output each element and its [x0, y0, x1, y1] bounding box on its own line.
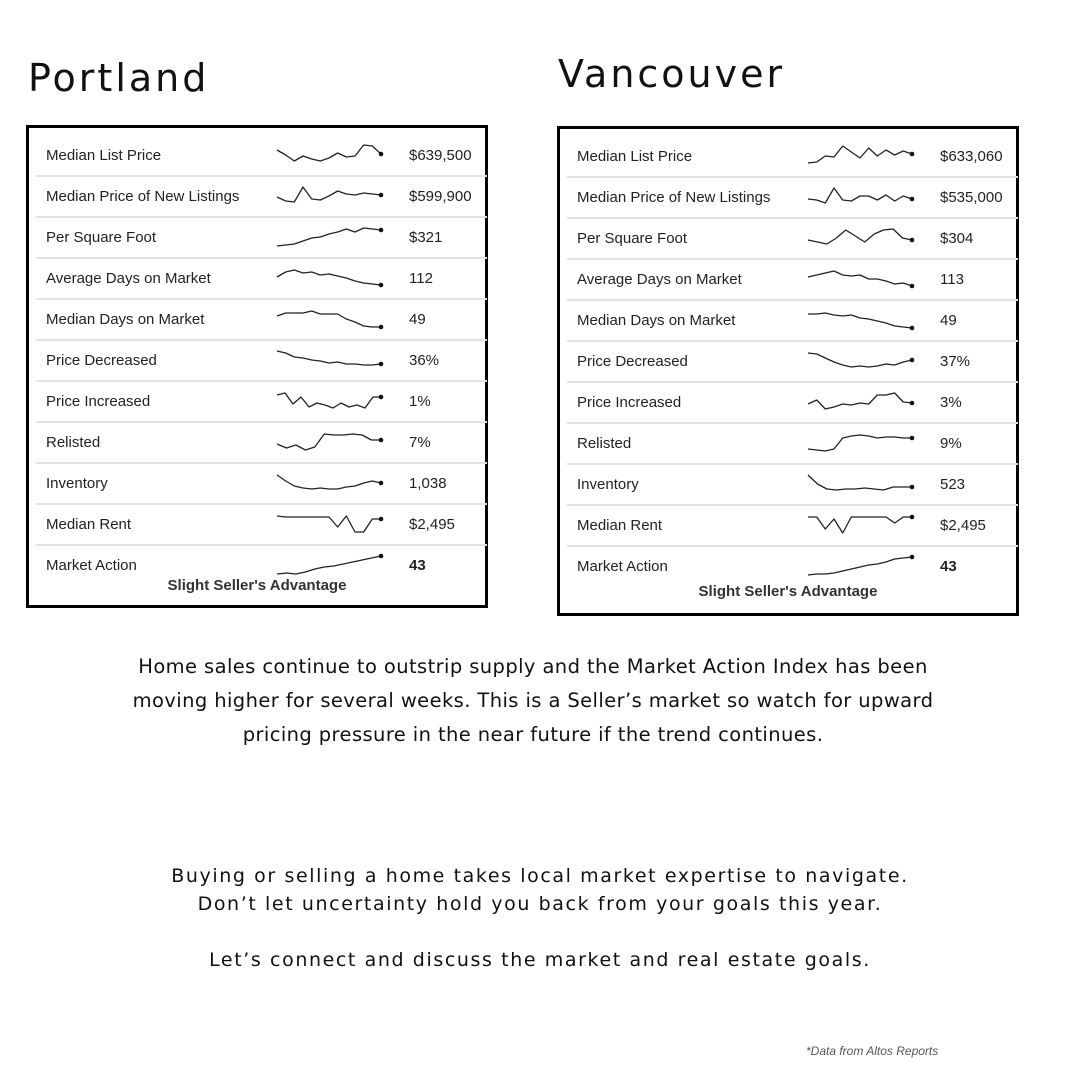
- metric-label: Median Rent: [46, 516, 132, 533]
- sparkline-line: [277, 393, 381, 408]
- trend-sparkline: [806, 512, 918, 538]
- metric-value: 43: [940, 558, 957, 575]
- trend-sparkline: [275, 388, 387, 414]
- metric-value: 49: [940, 312, 957, 329]
- metric-label: Median Price of New Listings: [577, 189, 771, 206]
- metric-value: $2,495: [409, 516, 455, 533]
- sparkline-endpoint: [379, 283, 384, 288]
- metric-row: [567, 465, 1018, 506]
- metric-label: Median Days on Market: [46, 311, 205, 328]
- sparkline-endpoint: [379, 228, 384, 233]
- metric-label: Median List Price: [577, 148, 693, 165]
- sparkline-line: [808, 271, 912, 286]
- portland-title: Portland: [28, 56, 210, 100]
- sparkline-endpoint: [379, 517, 384, 522]
- metric-row: [567, 506, 1018, 547]
- sparkline-endpoint: [910, 284, 915, 289]
- trend-sparkline: [275, 142, 387, 168]
- metric-label: Relisted: [46, 434, 101, 451]
- metric-row: [567, 219, 1018, 260]
- sparkline-endpoint: [910, 238, 915, 243]
- sparkline-line: [808, 557, 912, 575]
- metric-label: Market Action: [577, 558, 668, 575]
- trend-sparkline: [806, 266, 918, 292]
- metric-value: 9%: [940, 435, 962, 452]
- trend-sparkline: [806, 143, 918, 169]
- metric-label: Median Price of New Listings: [46, 188, 240, 205]
- metric-row: [36, 259, 487, 300]
- metric-row: [567, 301, 1018, 342]
- sparkline-line: [277, 434, 381, 450]
- trend-sparkline: [275, 306, 387, 332]
- metric-row: [36, 423, 487, 464]
- sparkline-line: [277, 187, 381, 202]
- sparkline-line: [277, 516, 381, 532]
- metric-label: Per Square Foot: [577, 230, 688, 247]
- metric-label: Inventory: [577, 476, 639, 493]
- sparkline-endpoint: [379, 193, 384, 198]
- trend-sparkline: [275, 470, 387, 496]
- metric-value: $2,495: [940, 517, 986, 534]
- summary-line: Home sales continue to outstrip supply and the Market Action Index has been: [138, 655, 928, 678]
- data-source-footnote: *Data from Altos Reports: [806, 1044, 939, 1058]
- sparkline-endpoint: [910, 197, 915, 202]
- metric-value: 37%: [940, 353, 971, 370]
- summary-line: pricing pressure in the near future if the trend continues.: [242, 723, 824, 746]
- metric-row: [567, 383, 1018, 424]
- sparkline-line: [277, 556, 381, 574]
- sparkline-line: [808, 475, 912, 490]
- metric-label: Median Days on Market: [577, 312, 736, 329]
- vancouver-title: Vancouver: [558, 52, 786, 96]
- metric-row: [36, 218, 487, 259]
- expertise-line: Buying or selling a home takes local market expertise to navigate.: [171, 865, 909, 887]
- sparkline-endpoint: [379, 362, 384, 367]
- sparkline-line: [277, 270, 381, 285]
- metric-value: $633,060: [940, 148, 1003, 165]
- vancouver-market-verdict: Slight Seller's Advantage: [698, 583, 878, 600]
- sparkline-endpoint: [379, 481, 384, 486]
- metric-label: Median Rent: [577, 517, 663, 534]
- trend-sparkline: [806, 430, 918, 456]
- metric-value: $321: [409, 229, 443, 246]
- metric-value: $535,000: [940, 189, 1003, 206]
- metric-label: Price Decreased: [46, 352, 157, 369]
- metric-value: $304: [940, 230, 974, 247]
- sparkline-line: [808, 517, 912, 533]
- metric-value: $639,500: [409, 147, 472, 164]
- sparkline-line: [808, 146, 912, 163]
- metric-row: [567, 137, 1018, 178]
- vancouver-metrics-panel: [557, 126, 1019, 616]
- metric-value: 112: [409, 270, 433, 287]
- trend-sparkline: [806, 307, 918, 333]
- portland-metrics-panel: [26, 125, 488, 608]
- metric-label: Price Increased: [46, 393, 151, 410]
- portland-metrics-list: [36, 136, 487, 585]
- metric-row: [567, 178, 1018, 219]
- sparkline-endpoint: [910, 358, 915, 363]
- metric-value: 1,038: [409, 475, 447, 492]
- trend-sparkline: [275, 429, 387, 455]
- metric-row: [567, 260, 1018, 301]
- sparkline-endpoint: [379, 152, 384, 157]
- metric-row: [36, 177, 487, 218]
- sparkline-line: [277, 351, 381, 365]
- portland-market-verdict: Slight Seller's Advantage: [167, 577, 347, 594]
- metric-row: [36, 382, 487, 423]
- sparkline-endpoint: [910, 436, 915, 441]
- metric-label: Average Days on Market: [46, 270, 211, 287]
- sparkline-endpoint: [379, 554, 384, 559]
- sparkline-line: [808, 188, 912, 203]
- sparkline-endpoint: [910, 326, 915, 331]
- sparkline-endpoint: [910, 515, 915, 520]
- metric-row: [36, 464, 487, 505]
- sparkline-endpoint: [910, 152, 915, 157]
- connect-call-to-action: Let’s connect and discuss the market and real estate goals.: [209, 949, 871, 971]
- metric-value: 113: [940, 271, 964, 288]
- metric-row: [36, 300, 487, 341]
- metric-label: Relisted: [577, 435, 632, 452]
- sparkline-line: [808, 435, 912, 451]
- metric-label: Price Increased: [577, 394, 682, 411]
- sparkline-line: [277, 311, 381, 327]
- trend-sparkline: [275, 511, 387, 537]
- trend-sparkline: [275, 265, 387, 291]
- metric-value: $599,900: [409, 188, 472, 205]
- sparkline-endpoint: [910, 485, 915, 490]
- trend-sparkline: [275, 552, 387, 578]
- metric-value: 7%: [409, 434, 431, 451]
- vancouver-metrics-list: [567, 137, 1018, 586]
- sparkline-line: [277, 145, 381, 161]
- market-summary-paragraph: [100, 650, 966, 752]
- sparkline-line: [808, 393, 912, 409]
- trend-sparkline: [275, 347, 387, 373]
- trend-sparkline: [806, 184, 918, 210]
- metric-label: Price Decreased: [577, 353, 688, 370]
- sparkline-line: [808, 313, 912, 328]
- trend-sparkline: [806, 348, 918, 374]
- trend-sparkline: [806, 471, 918, 497]
- metric-label: Per Square Foot: [46, 229, 157, 246]
- metric-row: [36, 341, 487, 382]
- sparkline-endpoint: [379, 325, 384, 330]
- trend-sparkline: [806, 225, 918, 251]
- metric-value: 49: [409, 311, 426, 328]
- sparkline-endpoint: [910, 401, 915, 406]
- summary-line: moving higher for several weeks. This is a Seller’s market so watch for upward: [132, 689, 934, 712]
- metric-value: 1%: [409, 393, 431, 410]
- metric-row: [36, 505, 487, 546]
- trend-sparkline: [806, 389, 918, 415]
- metric-row: [567, 424, 1018, 465]
- sparkline-line: [808, 353, 912, 367]
- metric-row: [567, 342, 1018, 383]
- metric-value: 36%: [409, 352, 440, 369]
- sparkline-line: [277, 475, 381, 489]
- sparkline-endpoint: [379, 438, 384, 443]
- trend-sparkline: [275, 224, 387, 250]
- sparkline-endpoint: [910, 555, 915, 560]
- metric-label: Market Action: [46, 557, 137, 574]
- expertise-paragraph: [80, 862, 1000, 918]
- trend-sparkline: [275, 183, 387, 209]
- expertise-line: Don’t let uncertainty hold you back from your goals this year.: [197, 893, 883, 915]
- metric-label: Inventory: [46, 475, 108, 492]
- metric-label: Median List Price: [46, 147, 162, 164]
- metric-value: 3%: [940, 394, 962, 411]
- trend-sparkline: [806, 553, 918, 579]
- metric-row: [567, 547, 1018, 586]
- metric-row: [36, 136, 487, 177]
- sparkline-endpoint: [379, 395, 384, 400]
- sparkline-line: [277, 228, 381, 246]
- sparkline-line: [808, 229, 912, 244]
- metric-value: 43: [409, 557, 426, 574]
- metric-label: Average Days on Market: [577, 271, 742, 288]
- metric-value: 523: [940, 476, 966, 493]
